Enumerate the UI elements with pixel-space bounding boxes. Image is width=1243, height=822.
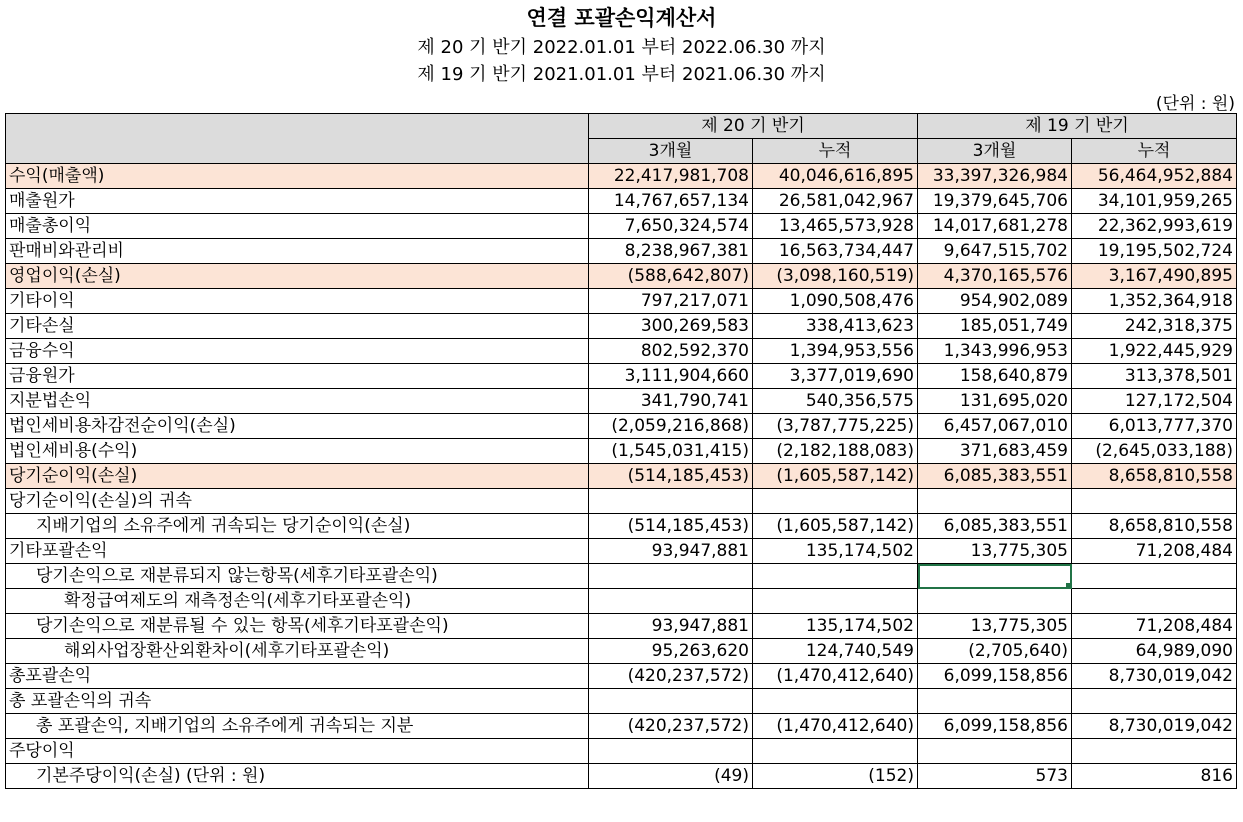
value-cell-p20-cumulative[interactable]: (1,605,587,142) [753,464,918,489]
value-cell-p19-3month[interactable] [918,589,1072,614]
value-cell-p20-3month[interactable]: 93,947,881 [589,539,753,564]
value-cell-p20-3month[interactable]: (514,185,453) [589,464,753,489]
unit-label: (단위 : 원) [1155,94,1235,114]
value-cell-p20-3month[interactable]: 22,417,981,708 [589,164,753,189]
value-cell-p19-3month[interactable]: 185,051,749 [918,314,1072,339]
table-row [6,739,1237,764]
value-cell-p20-3month[interactable] [589,739,753,764]
row-label-cell[interactable]: 기타포괄손익 [6,539,589,564]
header-p19-3month[interactable]: 3개월 [918,139,1072,164]
value-cell-p19-3month[interactable] [918,739,1072,764]
value-cell-p20-cumulative[interactable]: (1,470,412,640) [753,714,918,739]
table-row [6,614,1237,639]
value-cell-p19-3month[interactable]: 954,902,089 [918,289,1072,314]
value-cell-p19-3month[interactable]: (2,705,640) [918,639,1072,664]
table-row [6,314,1237,339]
value-cell-p20-cumulative[interactable] [753,564,918,589]
statement-title: 연결 포괄손익계산서 [526,6,717,30]
row-label-cell[interactable]: 지분법손익 [6,389,589,414]
value-cell-p20-3month[interactable]: 802,592,370 [589,339,753,364]
table-row [6,439,1237,464]
row-label-cell[interactable]: 금융수익 [6,339,589,364]
value-cell-p20-3month[interactable] [589,589,753,614]
table-row [6,639,1237,664]
table-row [6,489,1237,514]
header-period-20[interactable]: 제 20 기 반기 [589,114,918,139]
value-cell-p20-3month[interactable]: 95,263,620 [589,639,753,664]
table-row [6,239,1237,264]
value-cell-p20-cumulative[interactable]: 13,465,573,928 [753,214,918,239]
value-cell-p20-3month[interactable]: 341,790,741 [589,389,753,414]
value-cell-p19-3month[interactable] [918,689,1072,714]
value-cell-p20-cumulative[interactable]: 135,174,502 [753,614,918,639]
table-row [6,364,1237,389]
value-cell-p20-cumulative[interactable]: 40,046,616,895 [753,164,918,189]
table-row [6,764,1237,789]
value-cell-p19-cumulative[interactable]: 1,922,445,929 [1072,339,1237,364]
table-row [6,164,1237,189]
value-cell-p19-cumulative[interactable]: 22,362,993,619 [1072,214,1237,239]
row-label-cell[interactable]: 법인세비용(수익) [6,439,589,464]
value-cell-p20-3month[interactable]: 8,238,967,381 [589,239,753,264]
row-label-cell[interactable]: 기타손실 [6,314,589,339]
value-cell-p19-cumulative[interactable]: 19,195,502,724 [1072,239,1237,264]
value-cell-p19-3month[interactable]: 6,085,383,551 [918,464,1072,489]
value-cell-p19-cumulative[interactable]: (2,645,033,188) [1072,439,1237,464]
value-cell-p19-cumulative[interactable] [1072,564,1237,589]
period-prior: 제 19 기 반기 2021.01.01 부터 2021.06.30 까지 [417,64,826,85]
value-cell-p19-cumulative[interactable]: 56,464,952,884 [1072,164,1237,189]
value-cell-p20-3month[interactable]: 797,217,071 [589,289,753,314]
value-cell-p19-cumulative[interactable]: 8,658,810,558 [1072,464,1237,489]
value-cell-p19-cumulative[interactable]: 3,167,490,895 [1072,264,1237,289]
table-row [6,539,1237,564]
value-cell-p19-cumulative[interactable] [1072,739,1237,764]
value-cell-p19-cumulative[interactable] [1072,589,1237,614]
row-label-cell[interactable]: 확정급여제도의 재측정손익(세후기타포괄손익) [6,589,589,614]
value-cell-p20-3month[interactable]: (420,237,572) [589,664,753,689]
value-cell-p20-cumulative[interactable] [753,739,918,764]
table-row [6,464,1237,489]
value-cell-p20-3month[interactable]: (2,059,216,868) [589,414,753,439]
value-cell-p19-3month[interactable]: 6,099,158,856 [918,714,1072,739]
value-cell-p19-3month[interactable]: 14,017,681,278 [918,214,1072,239]
value-cell-p20-3month[interactable]: 14,767,657,134 [589,189,753,214]
row-label-cell[interactable]: 지배기업의 소유주에게 귀속되는 당기순이익(손실) [6,514,589,539]
table-row [6,264,1237,289]
value-cell-p20-3month[interactable]: 93,947,881 [589,614,753,639]
row-label-cell[interactable]: 수익(매출액) [6,164,589,189]
value-cell-p20-cumulative[interactable]: (1,605,587,142) [753,514,918,539]
row-label-cell[interactable]: 당기순이익(손실)의 귀속 [6,489,589,514]
value-cell-p20-cumulative[interactable]: (3,098,160,519) [753,264,918,289]
value-cell-p19-cumulative[interactable] [1072,689,1237,714]
header-p19-cumulative[interactable]: 누적 [1072,139,1237,164]
value-cell-p20-3month[interactable]: (1,545,031,415) [589,439,753,464]
row-label-cell[interactable]: 금융원가 [6,364,589,389]
value-cell-p19-cumulative[interactable]: 8,658,810,558 [1072,514,1237,539]
table-row [6,714,1237,739]
table-row [6,689,1237,714]
value-cell-p20-3month[interactable]: (420,237,572) [589,714,753,739]
row-label-cell[interactable]: 총 포괄손익, 지배기업의 소유주에게 귀속되는 지분 [6,714,589,739]
header-period-19[interactable]: 제 19 기 반기 [918,114,1237,139]
table-row [6,214,1237,239]
table-row [6,389,1237,414]
header-p20-cumulative[interactable]: 누적 [753,139,918,164]
value-cell-p20-cumulative[interactable]: 540,356,575 [753,389,918,414]
value-cell-p19-cumulative[interactable]: 64,989,090 [1072,639,1237,664]
value-cell-p19-cumulative[interactable]: 8,730,019,042 [1072,714,1237,739]
value-cell-p19-cumulative[interactable]: 34,101,959,265 [1072,189,1237,214]
row-label-cell[interactable]: 당기손익으로 재분류되지 않는항목(세후기타포괄손익) [6,564,589,589]
value-cell-p19-3month[interactable] [918,489,1072,514]
value-cell-p19-3month[interactable]: 13,775,305 [918,614,1072,639]
value-cell-p20-3month[interactable]: (49) [589,764,753,789]
value-cell-p19-3month[interactable]: 4,370,165,576 [918,264,1072,289]
value-cell-p19-3month[interactable]: 9,647,515,702 [918,239,1072,264]
value-cell-p20-3month[interactable] [589,689,753,714]
row-label-cell[interactable]: 기본주당이익(손실) (단위 : 원) [6,764,589,789]
value-cell-p20-3month[interactable]: 300,269,583 [589,314,753,339]
value-cell-p19-3month[interactable]: 6,099,158,856 [918,664,1072,689]
value-cell-p20-cumulative[interactable]: 16,563,734,447 [753,239,918,264]
value-cell-p20-cumulative[interactable] [753,589,918,614]
row-label-cell[interactable]: 해외사업장환산외환차이(세후기타포괄손익) [6,639,589,664]
value-cell-p20-3month[interactable] [589,489,753,514]
row-label-cell[interactable]: 매출원가 [6,189,589,214]
value-cell-p20-3month[interactable] [589,564,753,589]
value-cell-p20-cumulative[interactable]: (3,787,775,225) [753,414,918,439]
value-cell-p20-cumulative[interactable]: (2,182,188,083) [753,439,918,464]
value-cell-p19-3month[interactable]: 158,640,879 [918,364,1072,389]
header-p20-3month[interactable]: 3개월 [589,139,753,164]
table-row [6,564,1237,589]
value-cell-p20-cumulative[interactable]: 1,394,953,556 [753,339,918,364]
value-cell-p20-cumulative[interactable]: (1,470,412,640) [753,664,918,689]
value-cell-p19-3month[interactable]: 33,397,326,984 [918,164,1072,189]
value-cell-p20-cumulative[interactable] [753,489,918,514]
value-cell-p19-3month[interactable]: 6,085,383,551 [918,514,1072,539]
row-label-cell[interactable]: 판매비와관리비 [6,239,589,264]
value-cell-p19-cumulative[interactable]: 71,208,484 [1072,614,1237,639]
row-label-cell[interactable]: 당기순이익(손실) [6,464,589,489]
value-cell-p19-cumulative[interactable]: 127,172,504 [1072,389,1237,414]
value-cell-p19-cumulative[interactable]: 71,208,484 [1072,539,1237,564]
row-label-cell[interactable]: 매출총이익 [6,214,589,239]
value-cell-p20-cumulative[interactable]: 1,090,508,476 [753,289,918,314]
value-cell-p20-3month[interactable]: (514,185,453) [589,514,753,539]
value-cell-p19-cumulative[interactable]: 6,013,777,370 [1072,414,1237,439]
value-cell-p19-3month[interactable]: 13,775,305 [918,539,1072,564]
value-cell-p20-cumulative[interactable]: 124,740,549 [753,639,918,664]
period-current: 제 20 기 반기 2022.01.01 부터 2022.06.30 까지 [417,37,826,58]
table-row [6,189,1237,214]
value-cell-p19-3month[interactable] [918,564,1072,589]
value-cell-p20-cumulative[interactable]: 26,581,042,967 [753,189,918,214]
value-cell-p19-cumulative[interactable]: 242,318,375 [1072,314,1237,339]
value-cell-p20-3month[interactable]: (588,642,807) [589,264,753,289]
header-row-periods [6,114,1237,139]
value-cell-p19-3month[interactable]: 131,695,020 [918,389,1072,414]
table-row [6,589,1237,614]
value-cell-p20-3month[interactable]: 3,111,904,660 [589,364,753,389]
income-statement-table [5,113,1237,789]
value-cell-p19-3month[interactable]: 1,343,996,953 [918,339,1072,364]
value-cell-p20-cumulative[interactable] [753,689,918,714]
value-cell-p19-3month[interactable]: 573 [918,764,1072,789]
value-cell-p20-cumulative[interactable]: 338,413,623 [753,314,918,339]
value-cell-p19-cumulative[interactable]: 1,352,364,918 [1072,289,1237,314]
value-cell-p20-cumulative[interactable]: 3,377,019,690 [753,364,918,389]
value-cell-p19-3month[interactable]: 6,457,067,010 [918,414,1072,439]
value-cell-p19-cumulative[interactable]: 816 [1072,764,1237,789]
value-cell-p19-3month[interactable]: 371,683,459 [918,439,1072,464]
value-cell-p20-cumulative[interactable]: (152) [753,764,918,789]
table-row [6,289,1237,314]
table-row [6,339,1237,364]
table-row [6,414,1237,439]
table-row [6,664,1237,689]
row-label-cell[interactable]: 기타이익 [6,289,589,314]
value-cell-p20-cumulative[interactable]: 135,174,502 [753,539,918,564]
row-label-cell[interactable]: 총포괄손익 [6,664,589,689]
row-label-cell[interactable]: 영업이익(손실) [6,264,589,289]
row-label-cell[interactable]: 법인세비용차감전순이익(손실) [6,414,589,439]
value-cell-p19-cumulative[interactable] [1072,489,1237,514]
table-row [6,514,1237,539]
row-label-cell[interactable]: 주당이익 [6,739,589,764]
value-cell-p19-cumulative[interactable]: 313,378,501 [1072,364,1237,389]
value-cell-p19-3month[interactable]: 19,379,645,706 [918,189,1072,214]
value-cell-p20-3month[interactable]: 7,650,324,574 [589,214,753,239]
value-cell-p19-cumulative[interactable]: 8,730,019,042 [1072,664,1237,689]
row-label-cell[interactable]: 당기손익으로 재분류될 수 있는 항목(세후기타포괄손익) [6,614,589,639]
row-label-cell[interactable]: 총 포괄손익의 귀속 [6,689,589,714]
header-blank-cell[interactable] [6,114,589,164]
